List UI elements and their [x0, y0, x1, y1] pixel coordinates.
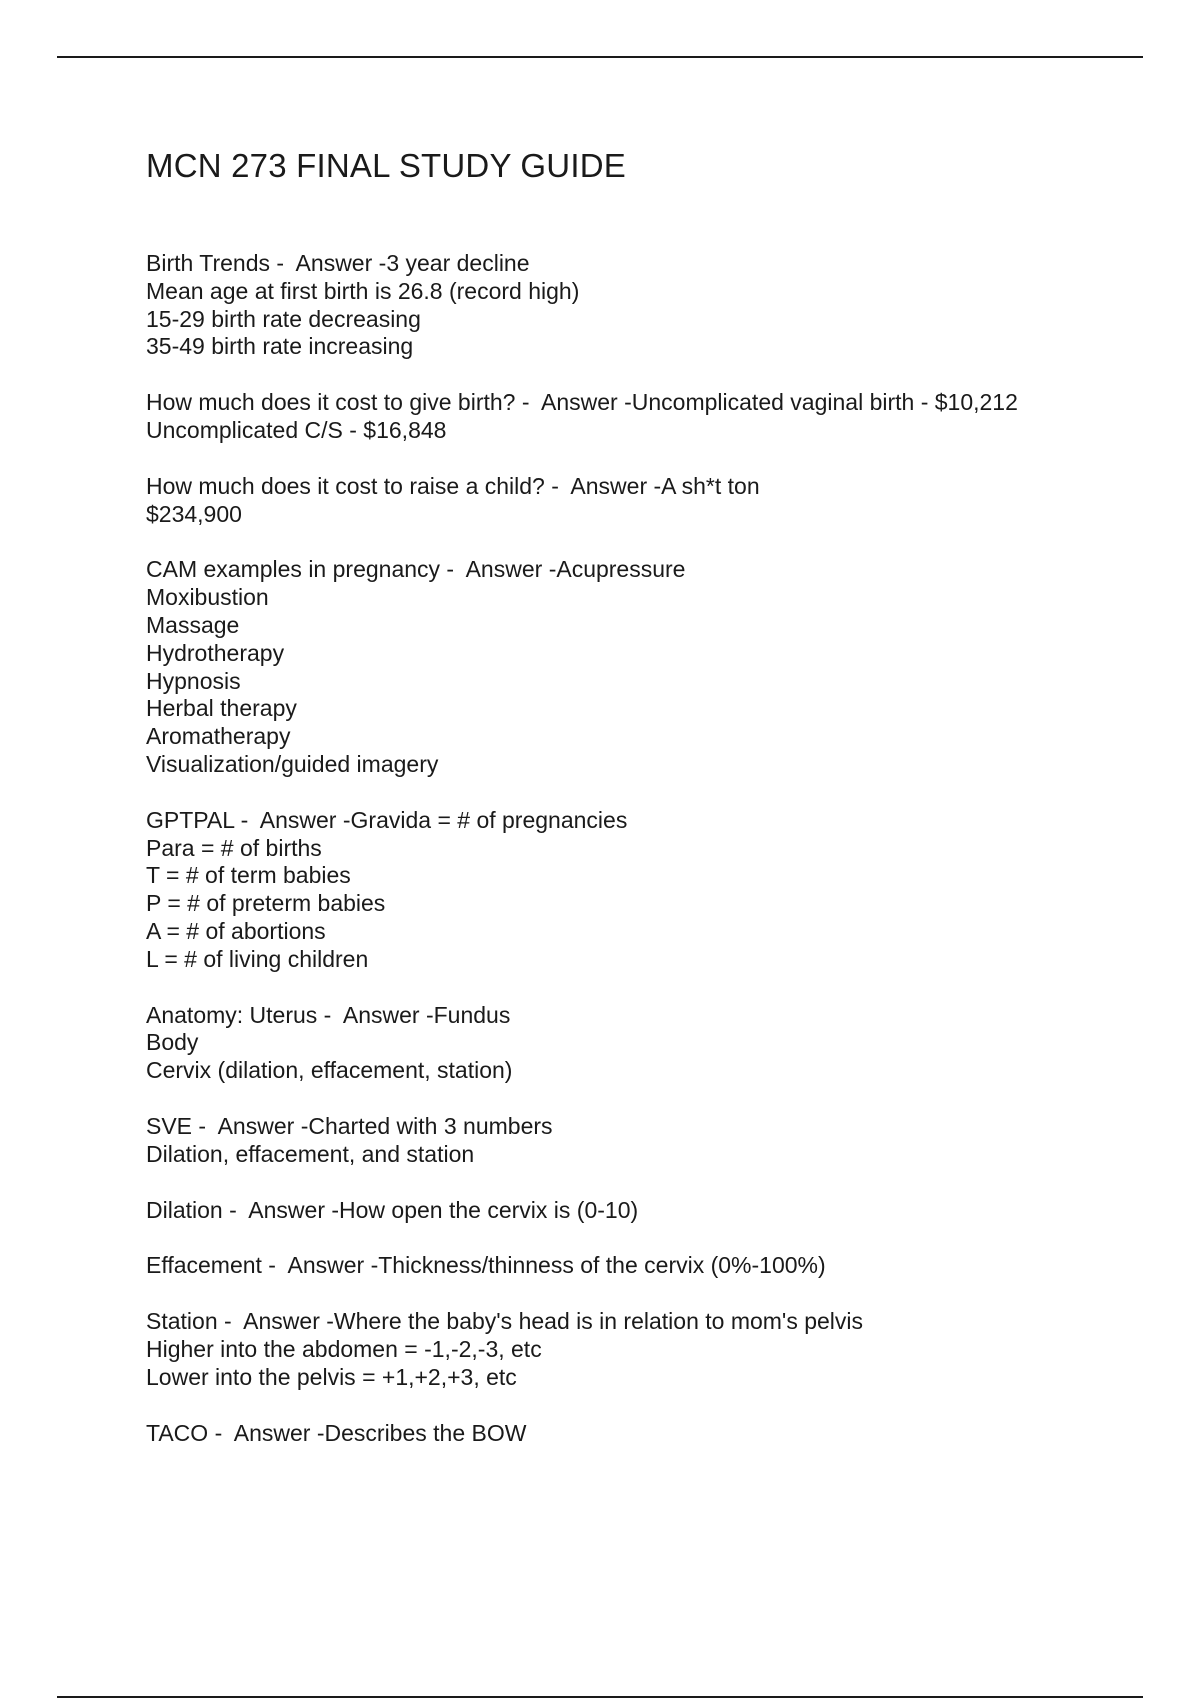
qa-answer-line: Dilation, effacement, and station: [146, 1140, 475, 1167]
qa-question-line: [146, 389, 1146, 417]
qa-answer-line: 35-49 birth rate increasing: [146, 333, 414, 360]
qa-question-line: [146, 250, 1146, 278]
qa-separator: - Answer: [192, 1112, 301, 1139]
qa-question: Anatomy: Uterus: [146, 1001, 318, 1028]
qa-answer: -Charted with 3 numbers: [300, 1112, 553, 1139]
qa-question: Dilation: [146, 1196, 223, 1223]
qa-answer: -Describes the BOW: [316, 1419, 527, 1446]
qa-question: TACO: [146, 1419, 209, 1446]
qa-answer-line: Herbal therapy: [146, 695, 297, 722]
qa-separator: - Answer: [270, 250, 379, 276]
qa-answer-line: P = # of preterm babies: [146, 890, 386, 917]
qa-question: SVE: [146, 1112, 193, 1139]
qa-answer-line: Body: [146, 1029, 199, 1056]
qa-question: CAM examples in pregnancy: [146, 556, 441, 583]
study-guide-page: [146, 140, 1146, 1475]
qa-entry: [146, 1420, 1146, 1448]
qa-answer: -Uncomplicated vaginal birth - $10,212: [624, 389, 1018, 416]
qa-answer-line: $234,900: [146, 500, 242, 527]
qa-answer-line: Hypnosis: [146, 667, 241, 694]
qa-entry: [146, 250, 1146, 361]
qa-question: Effacement: [146, 1252, 262, 1279]
qa-separator: - Answer: [515, 389, 625, 416]
qa-entry: [146, 1113, 1146, 1169]
qa-separator: - Answer: [208, 1419, 317, 1446]
qa-question-line: [146, 1420, 1146, 1448]
qa-question-line: [146, 1308, 1146, 1336]
qa-separator: - Answer: [234, 806, 343, 833]
qa-answer-line: L = # of living children: [146, 945, 369, 972]
qa-answer-line: Higher into the abdomen = -1,-2,-3, etc: [146, 1335, 542, 1362]
qa-separator: - Answer: [217, 1308, 327, 1335]
qa-answer: -3 year decline: [378, 250, 530, 276]
qa-answer: -Acupressure: [548, 556, 686, 583]
qa-entry: [146, 556, 1146, 778]
qa-question-line: [146, 556, 1146, 584]
qa-entry: [146, 473, 1146, 529]
qa-answer: -Fundus: [425, 1001, 511, 1028]
qa-answer-line: T = # of term babies: [146, 862, 351, 889]
qa-question: Station: [146, 1308, 218, 1335]
qa-answer: -A sh*t ton: [653, 472, 760, 499]
qa-question-line: [146, 473, 1146, 501]
qa-entry: [146, 1252, 1146, 1280]
qa-separator: - Answer: [544, 472, 654, 499]
qa-separator: - Answer: [261, 1252, 371, 1279]
qa-question: GPTPAL: [146, 806, 235, 833]
page-title: MCN 273 FINAL STUDY GUIDE: [146, 147, 626, 184]
qa-separator: - Answer: [440, 556, 549, 583]
qa-entry: [146, 389, 1146, 445]
qa-answer-line: Hydrotherapy: [146, 639, 285, 666]
bottom-rule: [57, 1696, 1143, 1698]
qa-answer: -Thickness/thinness of the cervix (0%-100%): [370, 1252, 826, 1279]
qa-entry: [146, 1002, 1146, 1085]
qa-question-line: [146, 1002, 1146, 1030]
qa-answer-line: 15-29 birth rate decreasing: [146, 305, 421, 332]
qa-question-line: [146, 1252, 1146, 1280]
qa-answer-line: A = # of abortions: [146, 917, 326, 944]
qa-answer: -How open the cervix is (0-10): [331, 1196, 639, 1223]
qa-entry: [146, 807, 1146, 974]
qa-answer-line: Uncomplicated C/S - $16,848: [146, 416, 447, 443]
qa-question-line: [146, 807, 1146, 835]
qa-separator: - Answer: [317, 1001, 426, 1028]
qa-answer-line: Lower into the pelvis = +1,+2,+3, etc: [146, 1363, 517, 1390]
qa-answer: -Gravida = # of pregnancies: [342, 806, 628, 833]
qa-answer: -Where the baby's head is in relation to mom's pelvis: [326, 1308, 864, 1335]
qa-answer-line: Para = # of births: [146, 834, 322, 861]
qa-entry: [146, 1197, 1146, 1225]
qa-entry: [146, 1308, 1146, 1391]
qa-answer-line: Aromatherapy: [146, 723, 291, 750]
qa-answer-line: Massage: [146, 611, 240, 638]
qa-answer-line: Moxibustion: [146, 584, 269, 611]
qa-question: Birth Trends: [146, 250, 270, 276]
qa-answer-line: Visualization/guided imagery: [146, 750, 439, 777]
qa-list: [146, 250, 1146, 1447]
top-rule: [57, 56, 1143, 58]
qa-question: How much does it cost to raise a child?: [146, 472, 545, 499]
qa-separator: - Answer: [222, 1196, 332, 1223]
qa-answer-line: Mean age at first birth is 26.8 (record high): [146, 277, 580, 304]
qa-question-line: [146, 1197, 1146, 1225]
qa-question-line: [146, 1113, 1146, 1141]
qa-question: How much does it cost to give birth?: [146, 389, 516, 416]
qa-answer-line: Cervix (dilation, effacement, station): [146, 1057, 513, 1084]
